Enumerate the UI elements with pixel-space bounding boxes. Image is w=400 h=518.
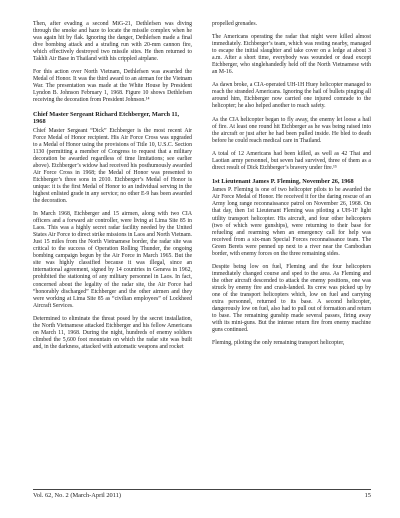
body-paragraph: As the CIA helicopter began to fly away, the enemy let loose a hail of fire. At least one round hit Etchberger as he was being raised into the aircraft or just after he had been pulled inside. He bled to death before he could reach medical care in Thailand. bbox=[212, 116, 371, 144]
body-paragraph: In March 1968, Etchberger and 15 airmen, along with two CIA officers and a forward air controller, were living at Lima Site 85 in Laos. This was a highly secret radar facility needed by the United States Air Force to direct strike missions in Laos and North Vietnam. Just 15 miles from the North Vietnamese border, the radar site was critical to the success of Operation Rolling Thunder, the ongoing bombing campaign begun by the Air Force in March 1965. But the site was highly classified because it was illegal, since an international agreement, signed by 14 countries in Geneva in 1962, prohibited the stationing of any military personnel in Laos. In fact, concerned about the legality of the radar site, the Air Force had “honorably discharged” Etchberger and the other airmen and they were working at Lima Site 85 as “civilian employees” of Lockheed Aircraft Services. bbox=[33, 211, 192, 309]
body-paragraph: The Americans operating the radar that night were killed almost immediately. Etchberger’s team, which was resting nearby, managed to escape the initial slaughter and take cover on a ledge at about 3 a.m. After a short time, everybody was wounded or dead except Etchberger, who singlehandedly held off the North Vietnamese with an M-16. bbox=[212, 34, 371, 76]
body-paragraph: As dawn broke, a CIA-operated UH-1H Huey helicopter managed to reach the stranded Americans. Ignoring the hail of bullets pinging all around him, Etchberger now carried one injured comrade to the helicopter; he also helped another to reach safety. bbox=[212, 82, 371, 110]
body-paragraph: Determined to eliminate the threat posed by the secret installation, the North Vietnamese attacked Etchberger and his fellow Americans on March 11, 1968. During the night, hundreds of enemy soldiers climbed the 5,600 foot mountain on which the radar site was built and, in the darkness, attacked with automatic weapons and rocket bbox=[33, 315, 192, 350]
footer-rule bbox=[33, 489, 371, 490]
body-paragraph: Then, after evading a second MiG-21, Dethlefsen was diving through the smoke and haze to locate the missile complex when he was again hit by flak. Ignoring the danger, Dethlefsen made a final dive bombing attack and a strafing run with 20-mm cannon fire, which effectively destroyed two missile sites. He then returned to Takhli Air Base in Thailand with his crippled airplane. bbox=[33, 21, 192, 63]
body-paragraph: Chief Master Sergeant “Dick” Etchberger is the most recent Air Force Medal of Honor recipient. His Air Force Cross was upgraded to a Medal of Honor using the provisions of Title 10, U.S.C. Section 1130 (permitting a member of Congress to request that a military decoration be awarded regardless of time limitations; see earlier above). Etchberger’s widow had received his posthumously awarded Air Force Cross in 1968; the Medal of Honor was presented to Etchberger’s three sons in 2010. Etchberger’s Medal of Honor is unique: it is the first Medal of Honor to an individual serving in the highest enlisted grade in any service; no other E-9 has been awarded the decoration. bbox=[33, 127, 192, 204]
footer-issue: Vol. 62, No. 2 (March-April 2011) bbox=[33, 492, 122, 499]
body-paragraph: James P. Fleming is one of two helicopter pilots to be awarded the Air Force Medal of Honor. He received it for the daring rescue of an Army long range reconnaissance patrol on November 26, 1968. On that day, then 1st Lieutenant Fleming was piloting a UH-1F light utility transport helicopter. His aircraft, and four other helicopters (two of which were gunships), were returning to their base for refueling and rearming when an emergency call for help was received from a six-man Special Forces reconnaissance team. The Green Berets were penned up next to a river near the Cambodian border, with enemy forces on the three remaining sides. bbox=[212, 187, 371, 257]
section-heading: Chief Master Sergeant Richard Etchberger, March 11, 1968 bbox=[33, 110, 180, 126]
body-paragraph: propelled grenades. bbox=[212, 21, 258, 27]
page-number: 15 bbox=[364, 492, 371, 499]
body-paragraph: A total of 12 Americans had been killed, as well as 42 Thai and Laotian army personnel, but seven had survived, three of them as a direct result of Dick Etchberger’s bravery under fire.¹⁵ bbox=[212, 150, 371, 171]
body-paragraph: For this action over North Vietnam, Dethlefsen was awarded the Medal of Honor. It was the third award to an airman for the Vietnam War. The presentation was made at the White House by President Lyndon B. Johnson February 1, 1968. Figure 10 shows Dethlefsen receiving the decoration from President Johnson.¹⁴ bbox=[33, 69, 192, 104]
body-paragraph: Despite being low on fuel, Fleming and the four helicopters immediately changed course and sped to the area. As Fleming and the other aircraft descended to attack the enemy positions, one was struck by enemy fire and crash-landed. Its crew was picked up by one of the transport helicopters which, low on fuel and carrying extra personnel, returned to its base. A second helicopter, dangerously low on fuel, also had to pull out of formation and return to base. The remaining gunship made several passes, firing away with its mini-guns. But the intense return fire from enemy machine guns continued. bbox=[212, 263, 371, 334]
section-heading: 1st Lieutenant James P. Fleming, November 26, 1968 bbox=[212, 177, 354, 185]
body-paragraph: Fleming, piloting the only remaining transport helicopter, bbox=[212, 340, 345, 347]
left-column bbox=[33, 21, 192, 357]
right-column bbox=[212, 21, 371, 353]
